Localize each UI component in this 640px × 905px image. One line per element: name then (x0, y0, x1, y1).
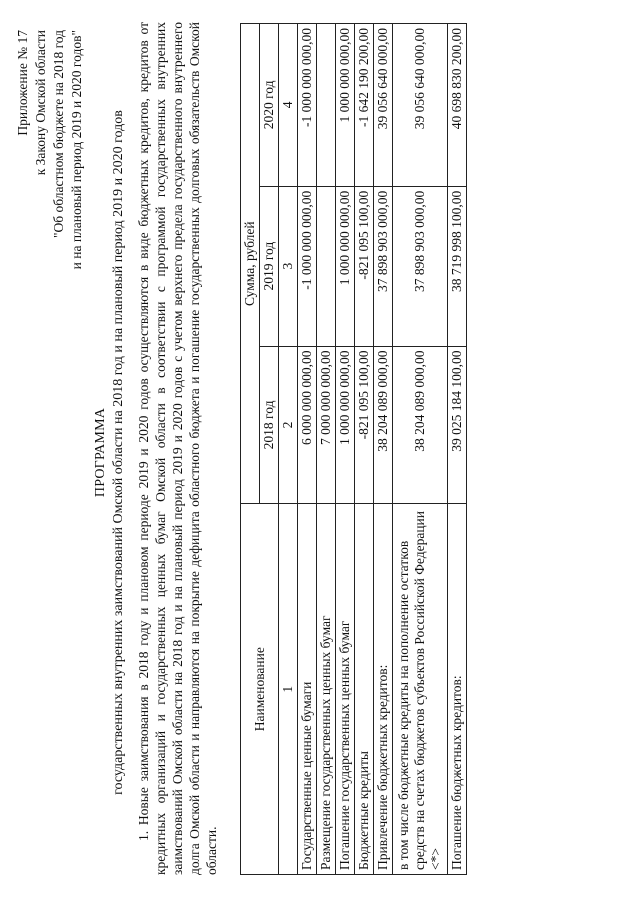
row-name: Бюджетные кредиты (355, 504, 374, 875)
column-header-2019: 2019 год (260, 186, 279, 346)
row-value-2019: -821 095 100,00 (355, 186, 374, 346)
table-row (317, 24, 336, 875)
row-value-2019: 37 898 903 000,00 (374, 186, 393, 346)
row-name: Погашение государственных ценных бумаг (336, 504, 355, 875)
column-header-2020: 2020 год (260, 24, 279, 187)
table-row (448, 24, 467, 875)
column-number-4: 4 (279, 24, 298, 187)
column-number-2: 2 (279, 346, 298, 504)
row-value-2020: -1 642 190 200,00 (355, 24, 374, 187)
title-heading: ПРОГРАММА (93, 407, 108, 498)
row-value-2020 (317, 24, 336, 187)
column-number-3: 3 (279, 186, 298, 346)
document-title (92, 0, 128, 905)
column-header-name: Наименование (241, 504, 279, 875)
row-name: Размещение государственных ценных бумаг (317, 504, 336, 875)
column-header-2018: 2018 год (260, 346, 279, 504)
table-row (374, 24, 393, 875)
row-value-2020: 39 056 640 000,00 (393, 24, 448, 187)
row-value-2020: 1 000 000 000,00 (336, 24, 355, 187)
table-row (336, 24, 355, 875)
row-value-2018: 1 000 000 000,00 (336, 346, 355, 504)
intro-paragraph: 1. Новые заимствования в 2018 году и плановом периоде 2019 и 2020 годов осуществляются в виде бюджетных кредитов, кредитов от кредитных организаций и государственных ценных бумаг Омской области в соответствии с программой государственных внутренних заимствований Омской области на 2018 год и на плановый период 2019 и 2020 годов с учетом верхнего предела государственного внутреннего долга Омской области и направляются на покрытие дефицита областного бюджета и погашение государственных долговых обязательств Омской области. (136, 22, 219, 875)
row-name: в том числе бюджетные кредиты на пополнение остатков средств на счетах бюджетов субъектов Российской Федерации <*> (393, 504, 448, 875)
table-row (393, 24, 448, 875)
row-value-2020: 39 056 640 000,00 (374, 24, 393, 187)
table-row (298, 24, 317, 875)
column-number-1: 1 (279, 504, 298, 875)
table-row (355, 24, 374, 875)
appendix-line-1: Приложение № 17 (15, 30, 30, 136)
row-name: Погашение бюджетных кредитов: (448, 504, 467, 875)
row-name: Привлечение бюджетных кредитов: (374, 504, 393, 875)
row-value-2019: 1 000 000 000,00 (336, 186, 355, 346)
title-subheading: государственных внутренних заимствований Омской области на 2018 год и на плановый период 2019 и 2020 годов (111, 110, 126, 795)
row-value-2019: 37 898 903 000,00 (393, 186, 448, 346)
borrowing-table (240, 23, 467, 875)
column-header-sum: Сумма, рублей (241, 24, 260, 504)
row-name: Государственные ценные бумаги (298, 504, 317, 875)
row-value-2020: -1 000 000 000,00 (298, 24, 317, 187)
row-value-2018: 38 204 089 000,00 (393, 346, 448, 504)
appendix-line-2: к Закону Омской области (33, 30, 48, 176)
appendix-line-4: и на плановый период 2019 и 2020 годов" (69, 30, 84, 270)
row-value-2019: 38 719 998 100,00 (448, 186, 467, 346)
row-value-2018: 38 204 089 000,00 (374, 346, 393, 504)
row-value-2019: -1 000 000 000,00 (298, 186, 317, 346)
row-value-2018: -821 095 100,00 (355, 346, 374, 504)
row-value-2018: 7 000 000 000,00 (317, 346, 336, 504)
row-value-2019 (317, 186, 336, 346)
row-value-2018: 6 000 000 000,00 (298, 346, 317, 504)
row-value-2018: 39 025 184 100,00 (448, 346, 467, 504)
row-value-2020: 40 698 830 200,00 (448, 24, 467, 187)
appendix-line-3: "Об областном бюджете на 2018 год (51, 30, 66, 238)
appendix-header (14, 30, 86, 269)
